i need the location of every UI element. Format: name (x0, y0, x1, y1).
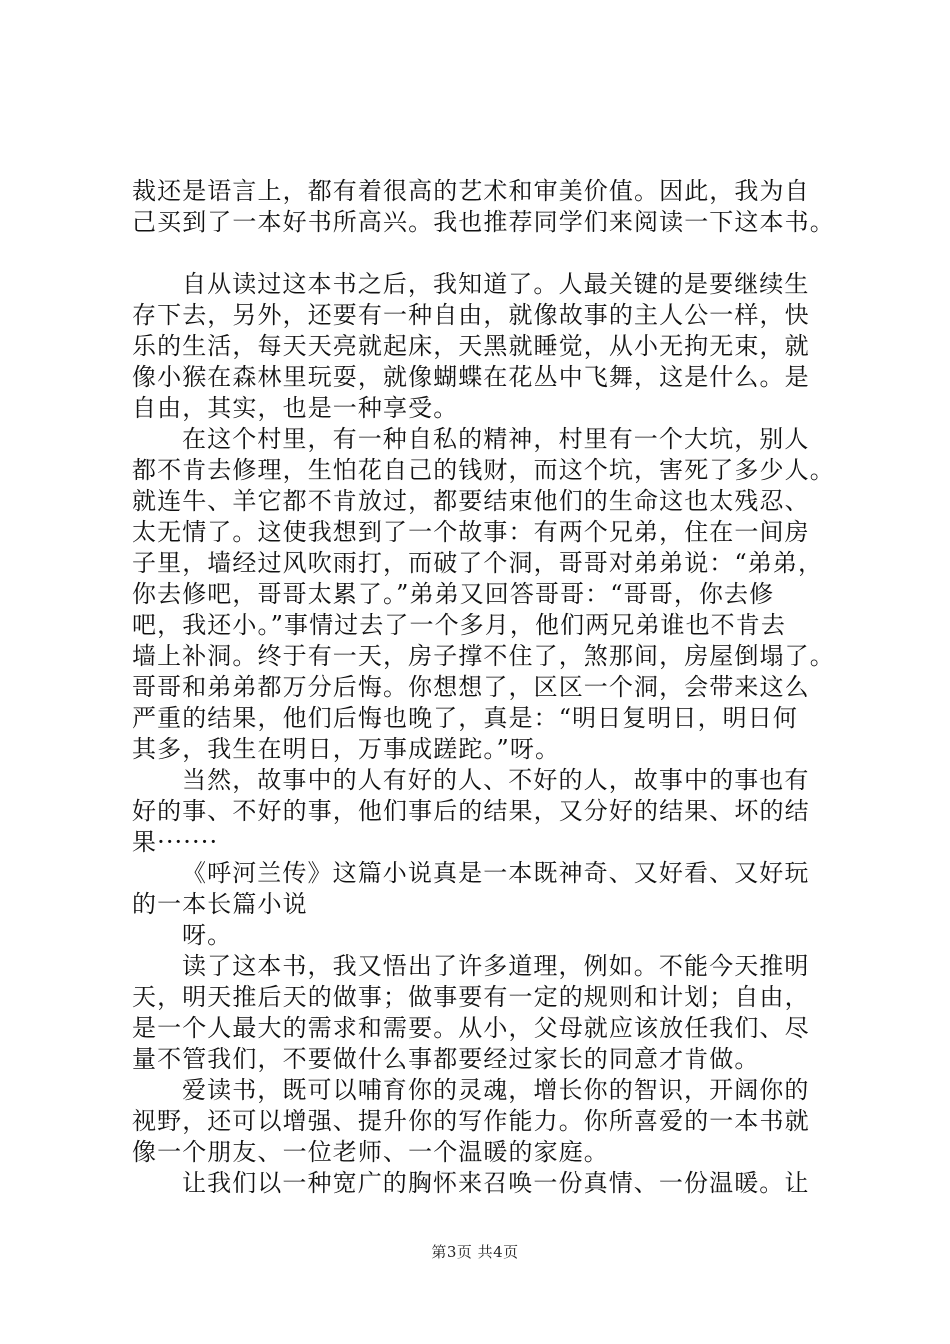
text-line: 量不管我们，不要做什么事都要经过家长的同意才肯做。 (132, 1045, 760, 1073)
text-line: 就连牛、羊它都不肯放过，都要结束他们的生命这也太残忍、 (132, 487, 810, 515)
text-line: 你去修吧，哥哥太累了。”弟弟又回答哥哥：“哥哥，你去修 (132, 580, 775, 608)
paragraph-start: 在这个村里，有一种自私的精神，村里有一个大坑，别人 (182, 425, 810, 453)
text-line: 墙上补洞。终于有一天，房子撑不住了，煞那间，房屋倒塌了。 (132, 642, 835, 670)
text-line: 哥哥和弟弟都万分后悔。你想想了，区区一个洞，会带来这么 (132, 673, 810, 701)
text-line: 呀。 (182, 921, 233, 949)
text-line: 子里，墙经过风吹雨打，而破了个洞，哥哥对弟弟说：“弟弟， (132, 549, 824, 577)
paragraph-start: 让我们以一种宽广的胸怀来召唤一份真情、一份温暖。让 (182, 1169, 810, 1197)
body-text-top (132, 176, 835, 238)
text-line: 自由，其实，也是一种享受。 (132, 394, 459, 422)
text-line: 吧，我还小。”事情过去了一个多月，他们两兄弟谁也不肯去 (132, 611, 786, 639)
text-line: 像一个朋友、一位老师、一个温暖的家庭。 (132, 1138, 609, 1166)
text-line: 乐的生活，每天天亮就起床，天黑就睡觉，从小无拘无束，就 (132, 332, 810, 360)
paragraph-start: 当然，故事中的人有好的人、不好的人，故事中的事也有 (182, 766, 810, 794)
text-line: 存下去，另外，还要有一种自由，就像故事的主人公一样，快 (132, 301, 810, 329)
text-line: 的一本长篇小说 (132, 890, 308, 918)
text-line: 太无情了。这使我想到了一个故事：有两个兄弟，住在一间房 (132, 518, 810, 546)
paragraph-start: 自从读过这本书之后，我知道了。人最关键的是要继续生 (182, 270, 810, 298)
page-footer: 第3页 共4页 (431, 1243, 519, 1261)
text-line: 都不肯去修理，生怕花自己的钱财，而这个坑，害死了多少人。 (132, 456, 835, 484)
paragraph-start: 读了这本书，我又悟出了许多道理，例如。不能今天推明 (182, 952, 810, 980)
text-line: 天，明天推后天的做事；做事要有一定的规则和计划；自由， (132, 983, 810, 1011)
text-line: 己买到了一本好书所高兴。我也推荐同学们来阅读一下这本书。 (132, 208, 835, 236)
text-line: 裁还是语言上，都有着很高的艺术和审美价值。因此，我为自 (132, 177, 810, 205)
text-line: 严重的结果，他们后悔也晚了，真是：“明日复明日，明日何 (132, 704, 798, 732)
text-line: 像小猴在森林里玩耍，就像蝴蝶在花丛中飞舞，这是什么。是 (132, 363, 810, 391)
body-text-main (132, 269, 835, 1199)
text-line: 是一个人最大的需求和需要。从小，父母就应该放任我们、尽 (132, 1014, 810, 1042)
paragraph-start: 爱读书，既可以哺育你的灵魂，增长你的智识，开阔你的 (182, 1076, 810, 1104)
text-line: 视野，还可以增强、提升你的写作能力。你所喜爱的一本书就 (132, 1107, 810, 1135)
text-line: 其多，我生在明日，万事成蹉跎。”呀。 (132, 735, 561, 763)
text-line: 果······· (132, 828, 219, 856)
text-line: 好的事、不好的事，他们事后的结果，又分好的结果、坏的结 (132, 797, 810, 825)
paragraph-start: 《呼河兰传》这篇小说真是一本既神奇、又好看、又好玩 (182, 859, 810, 887)
